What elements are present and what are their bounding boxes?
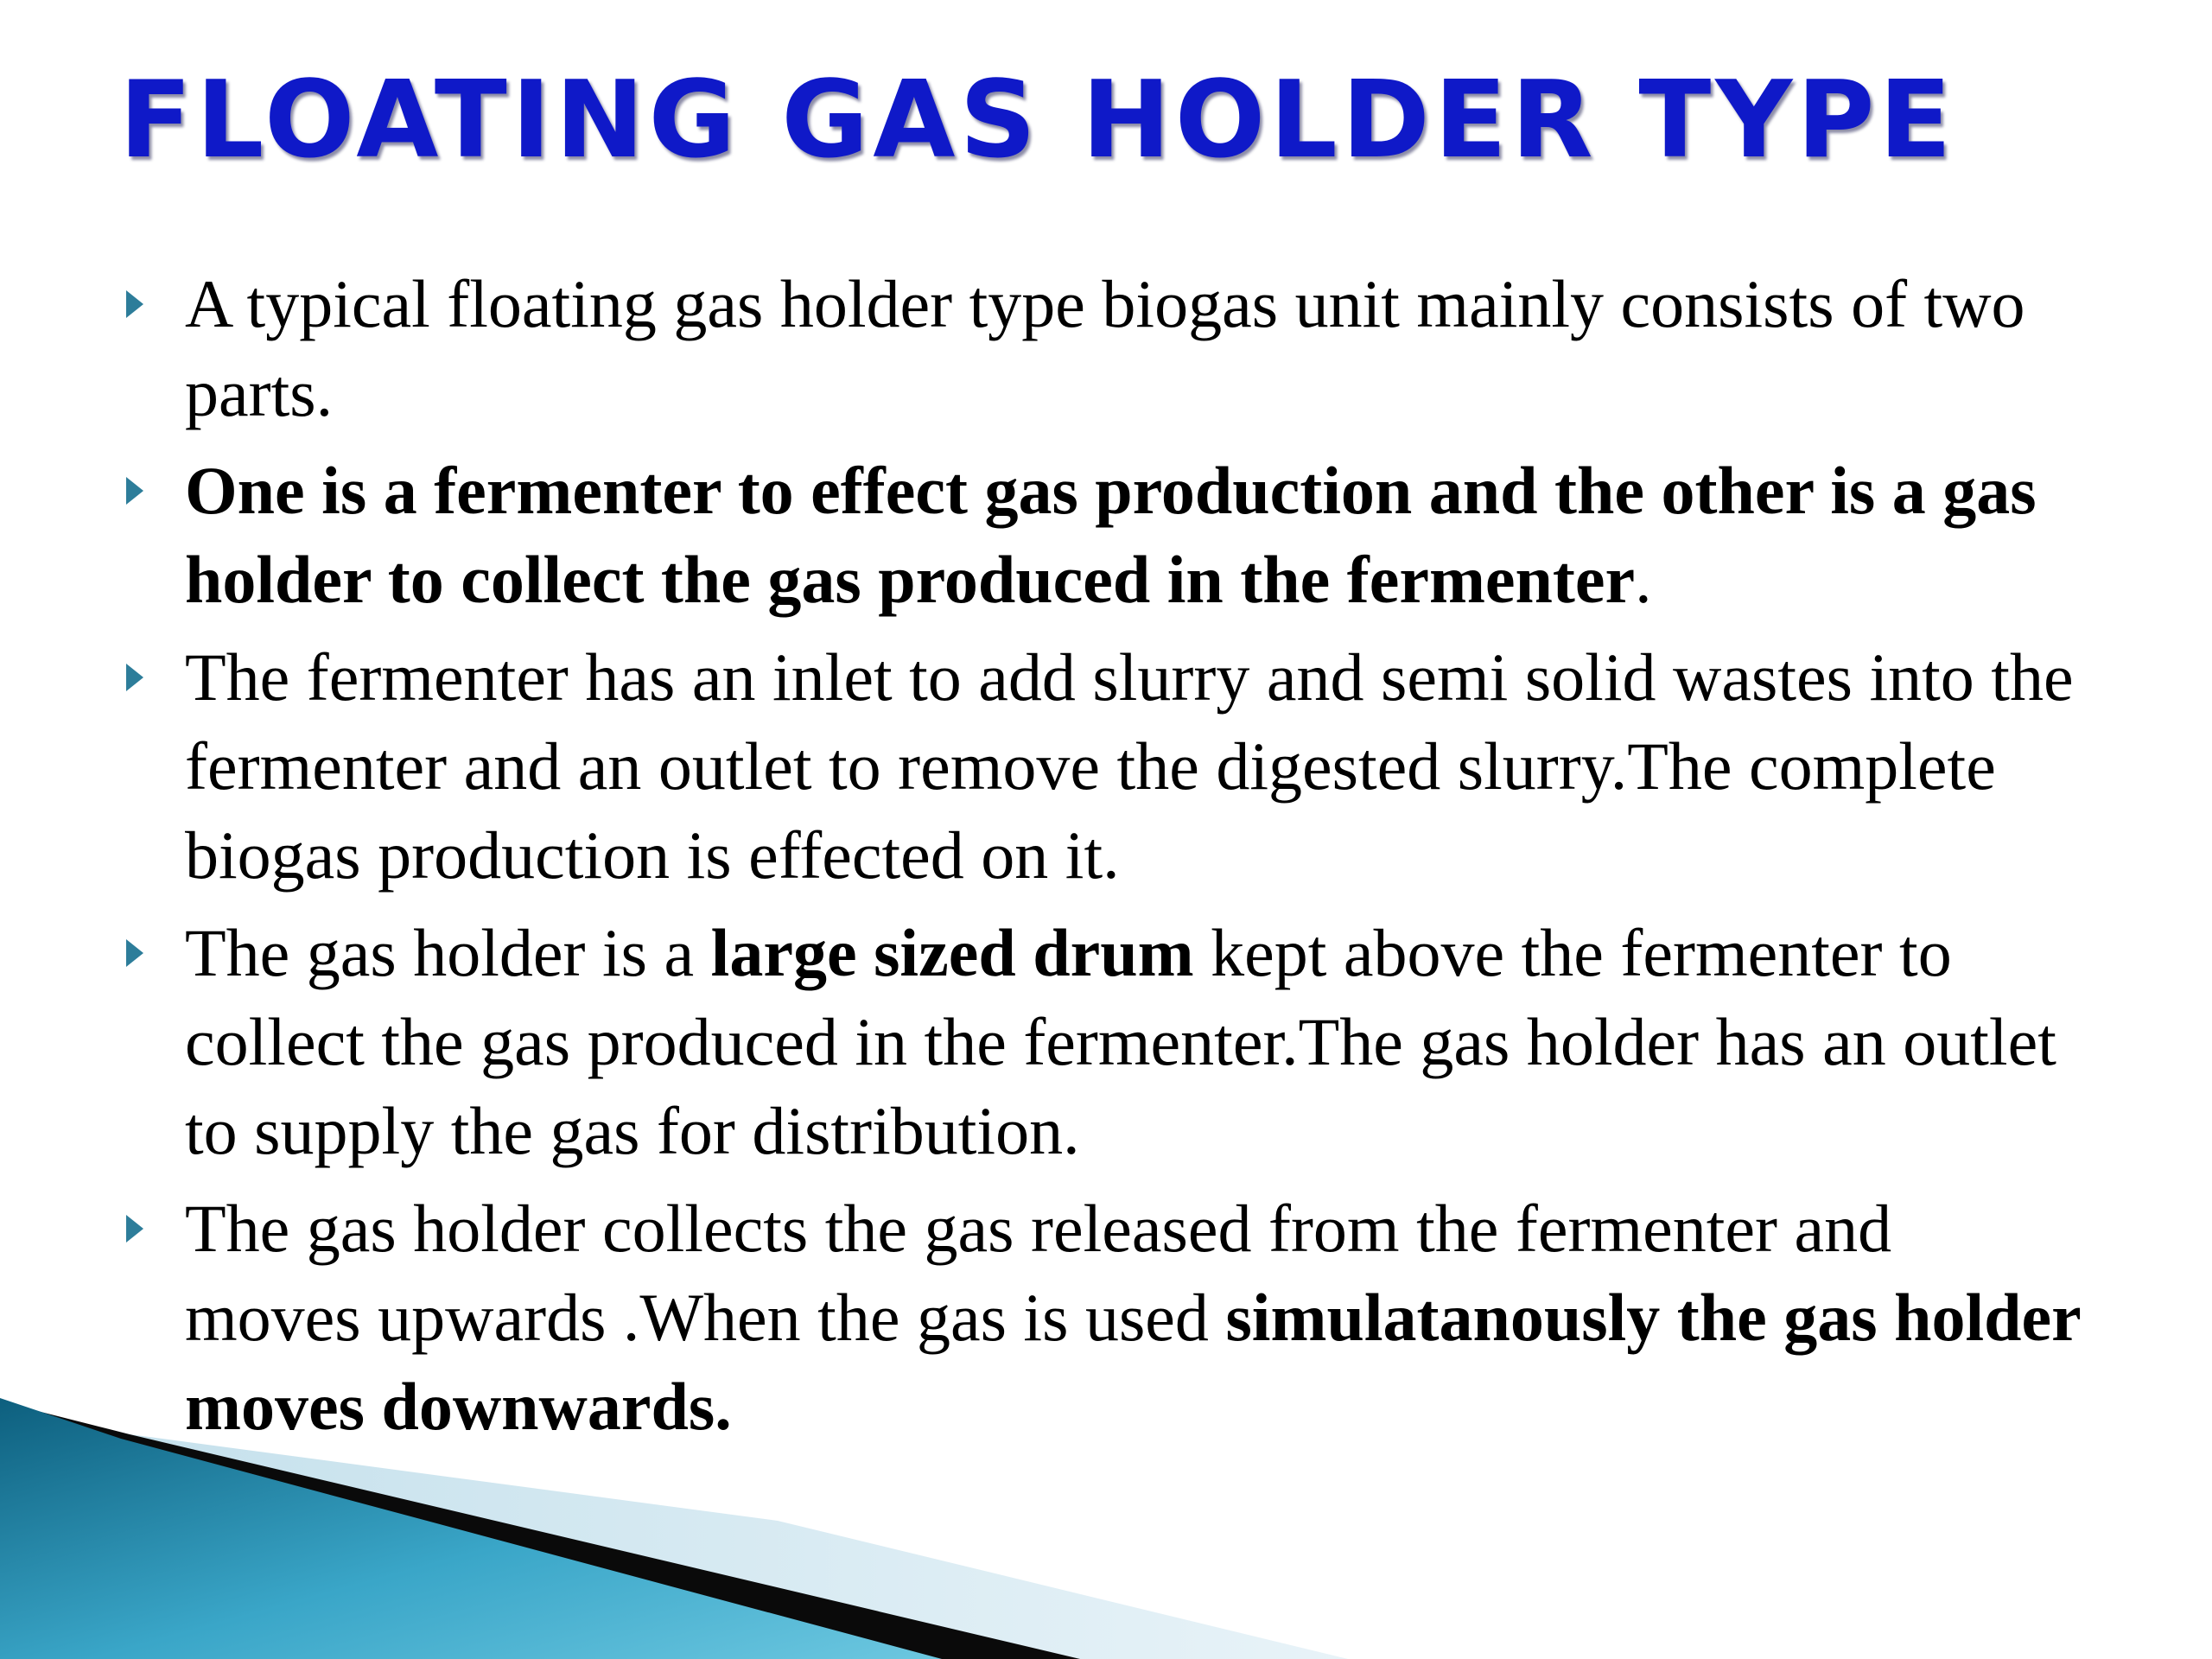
bullet-text: The fermenter has an inlet to add slurry and semi solid wastes into the fermenter and an outlet to remove the digested slurry.The complete biogas production is effected on it. <box>185 639 2074 893</box>
slide-title: FLOATING GAS HOLDER TYPE <box>119 59 1956 182</box>
triangle-right-icon <box>126 290 143 318</box>
bullet-text: . <box>1635 542 1652 617</box>
bullet-text-bold: large sized drum <box>710 915 1194 990</box>
bullet-text-bold: One is a fermenter to effect gas production and the other is a gas holder to collect the gas produced in the fermenter <box>185 453 2037 617</box>
triangle-right-icon <box>126 939 143 967</box>
triangle-right-icon <box>126 664 143 691</box>
bullet-item <box>121 259 2082 437</box>
bullet-text: The gas holder is a <box>185 915 711 990</box>
bullet-list <box>121 259 2082 1459</box>
bullet-text: A typical floating gas holder type biogas unit mainly consists of two parts. <box>185 266 2025 430</box>
bullet-item <box>121 632 2082 899</box>
bullet-item <box>121 446 2082 624</box>
bullet-text: kept above the fermenter to collect the gas produced in the fermenter.The gas holder has an outlet to supply the gas for distribution. <box>185 915 2056 1168</box>
bullet-text-bold: simulatanously the gas holder moves downwards. <box>185 1280 2081 1444</box>
bullet-item <box>121 908 2082 1175</box>
bullet-item <box>121 1184 2082 1451</box>
triangle-right-icon <box>126 1215 143 1243</box>
bullet-text: The gas holder collects the gas released from the fermenter and moves upwards .When the gas is used <box>185 1191 1892 1355</box>
triangle-right-icon <box>126 477 143 505</box>
